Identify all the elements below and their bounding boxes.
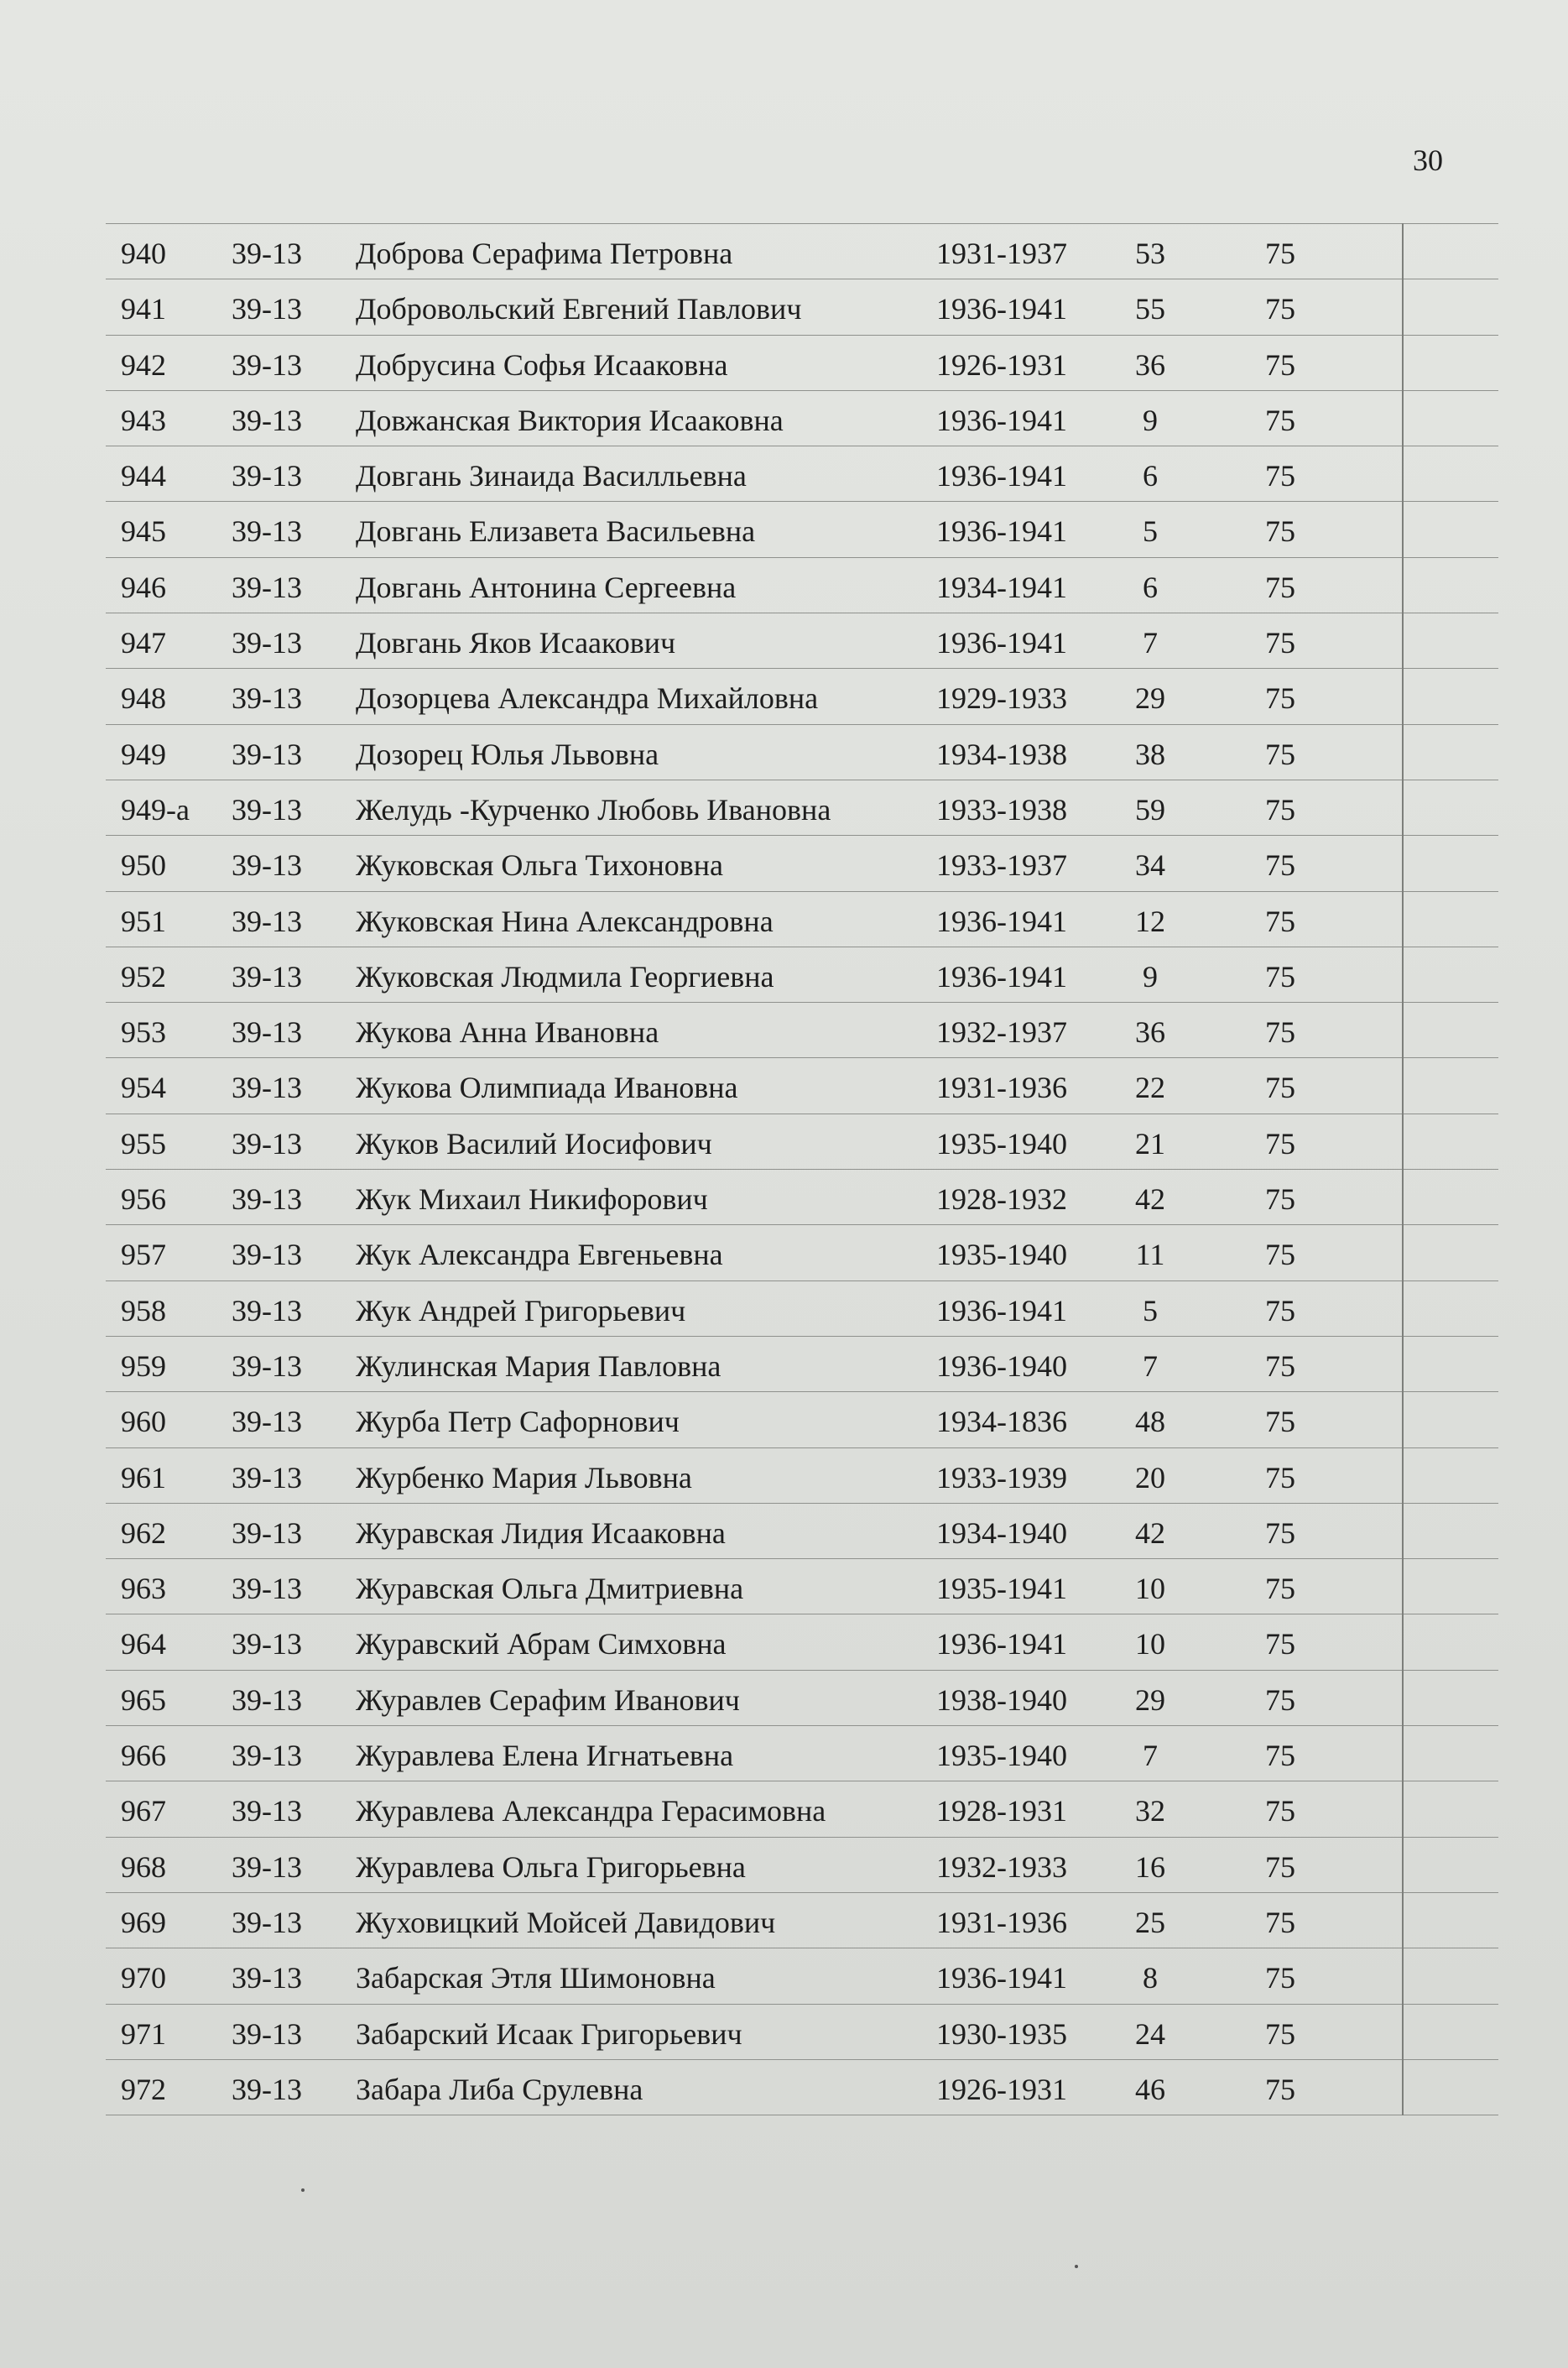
- table-right-border: [1402, 223, 1404, 2115]
- table-row: [106, 669, 1498, 724]
- record-number: 969: [121, 1905, 166, 1939]
- fund-code: 39-13: [232, 1071, 302, 1105]
- sheet-count: 7: [1143, 1739, 1158, 1773]
- sheet-count: 11: [1135, 1238, 1165, 1272]
- sheet-count: 48: [1135, 1405, 1165, 1439]
- fund-code: 39-13: [232, 1348, 302, 1383]
- years-range: 1926-1931: [936, 2072, 1067, 2106]
- storage-term: 75: [1265, 681, 1295, 716]
- table-row: [106, 1838, 1498, 1893]
- years-range: 1934-1938: [936, 737, 1067, 771]
- sheet-count: 7: [1143, 626, 1158, 660]
- storage-term: 75: [1265, 1015, 1295, 1050]
- table-row: [106, 223, 1498, 279]
- record-number: 949: [121, 737, 166, 771]
- record-number: 971: [121, 2016, 166, 2051]
- table-row: [106, 947, 1498, 1003]
- person-name: Жуковская Нина Александровна: [356, 904, 774, 938]
- storage-term: 75: [1265, 1515, 1295, 1550]
- years-range: 1936-1941: [936, 514, 1067, 549]
- storage-term: 75: [1265, 1238, 1295, 1272]
- person-name: Доброва Серафима Петровна: [356, 237, 733, 270]
- years-range: 1930-1935: [936, 2016, 1067, 2051]
- table-row: [106, 2005, 1498, 2060]
- fund-code: 39-13: [232, 1015, 302, 1050]
- table-row: [106, 1058, 1498, 1114]
- record-number: 944: [121, 459, 166, 493]
- years-range: 1931-1936: [936, 1071, 1067, 1105]
- sheet-count: 20: [1135, 1460, 1165, 1494]
- table-row: [106, 1948, 1498, 2004]
- fund-code: 39-13: [232, 1293, 302, 1327]
- sheet-count: 38: [1135, 737, 1165, 771]
- storage-term: 75: [1265, 1627, 1295, 1661]
- sheet-count: 24: [1135, 2016, 1165, 2051]
- person-name: Довгань Яков Исаакович: [356, 626, 676, 660]
- person-name: Журавская Ольга Дмитриевна: [356, 1572, 744, 1606]
- fund-code: 39-13: [232, 1682, 302, 1717]
- record-number: 943: [121, 403, 166, 437]
- table-row: [106, 1170, 1498, 1225]
- years-range: 1936-1941: [936, 1293, 1067, 1327]
- person-name: Жукова Анна Ивановна: [356, 1015, 659, 1050]
- person-name: Забарский Исаак Григорьевич: [356, 2016, 742, 2051]
- fund-code: 39-13: [232, 459, 302, 493]
- table-row: [106, 279, 1498, 335]
- years-range: 1931-1936: [936, 1905, 1067, 1939]
- years-range: 1929-1933: [936, 681, 1067, 716]
- storage-term: 75: [1265, 459, 1295, 493]
- years-range: 1936-1941: [936, 403, 1067, 437]
- years-range: 1935-1940: [936, 1238, 1067, 1272]
- fund-code: 39-13: [232, 570, 302, 604]
- storage-term: 75: [1265, 237, 1295, 270]
- storage-term: 75: [1265, 1126, 1295, 1161]
- record-number: 959: [121, 1348, 166, 1383]
- person-name: Дозорцева Александра Михайловна: [356, 681, 819, 716]
- page-number: 30: [1413, 143, 1443, 177]
- person-name: Жук Александра Евгеньевна: [356, 1238, 723, 1272]
- record-number: 957: [121, 1238, 166, 1272]
- storage-term: 75: [1265, 1905, 1295, 1939]
- sheet-count: 7: [1143, 1348, 1158, 1383]
- years-range: 1936-1940: [936, 1348, 1067, 1383]
- years-range: 1934-1940: [936, 1515, 1067, 1550]
- person-name: Довгань Антонина Сергеевна: [356, 570, 737, 604]
- sheet-count: 55: [1135, 292, 1165, 326]
- person-name: Желудь -Курченко Любовь Ивановна: [356, 792, 831, 827]
- person-name: Жуковская Людмила Георгиевна: [356, 959, 774, 994]
- table-row: [106, 892, 1498, 947]
- fund-code: 39-13: [232, 237, 302, 270]
- person-name: Довгань Елизавета Васильевна: [356, 514, 756, 549]
- record-number: 941: [121, 292, 166, 326]
- table-row: [106, 1504, 1498, 1559]
- sheet-count: 5: [1143, 1293, 1158, 1327]
- record-number: 970: [121, 1961, 166, 1995]
- years-range: 1935-1940: [936, 1739, 1067, 1773]
- years-range: 1934-1941: [936, 570, 1067, 604]
- table-row: [106, 558, 1498, 613]
- sheet-count: 42: [1135, 1515, 1165, 1550]
- sheet-count: 12: [1135, 904, 1165, 938]
- person-name: Журба Петр Сафорнович: [356, 1405, 680, 1439]
- record-number: 962: [121, 1515, 166, 1550]
- table-row: [106, 1559, 1498, 1614]
- person-name: Жукова Олимпиада Ивановна: [356, 1071, 738, 1105]
- years-range: 1933-1937: [936, 848, 1067, 883]
- storage-term: 75: [1265, 1182, 1295, 1217]
- record-number: 964: [121, 1627, 166, 1661]
- person-name: Жук Михаил Никифорович: [356, 1182, 708, 1217]
- sheet-count: 21: [1135, 1126, 1165, 1161]
- sheet-count: 36: [1135, 1015, 1165, 1050]
- person-name: Журавская Лидия Исааковна: [356, 1515, 726, 1550]
- person-name: Жуковская Ольга Тихоновна: [356, 848, 724, 883]
- years-range: 1928-1932: [936, 1182, 1067, 1217]
- fund-code: 39-13: [232, 1572, 302, 1606]
- record-number: 953: [121, 1015, 166, 1050]
- table-row: [106, 2060, 1498, 2115]
- fund-code: 39-13: [232, 514, 302, 549]
- person-name: Добровольский Евгений Павлович: [356, 292, 802, 326]
- table-row: [106, 836, 1498, 891]
- table-row: [106, 1337, 1498, 1392]
- sheet-count: 32: [1135, 1794, 1165, 1828]
- years-range: 1932-1937: [936, 1015, 1067, 1050]
- storage-term: 75: [1265, 2016, 1295, 2051]
- years-range: 1935-1941: [936, 1572, 1067, 1606]
- years-range: 1936-1941: [936, 626, 1067, 660]
- sheet-count: 9: [1143, 403, 1158, 437]
- fund-code: 39-13: [232, 1126, 302, 1161]
- person-name: Забарская Этля Шимоновна: [356, 1961, 716, 1995]
- fund-code: 39-13: [232, 1961, 302, 1995]
- sheet-count: 10: [1135, 1627, 1165, 1661]
- storage-term: 75: [1265, 403, 1295, 437]
- fund-code: 39-13: [232, 1515, 302, 1550]
- table-row: [106, 1281, 1498, 1337]
- person-name: Журавлева Ольга Григорьевна: [356, 1849, 746, 1884]
- person-name: Довгань Зинаида Василльевна: [356, 459, 747, 493]
- storage-term: 75: [1265, 1682, 1295, 1717]
- years-range: 1933-1938: [936, 792, 1067, 827]
- fund-code: 39-13: [232, 1460, 302, 1494]
- record-number: 961: [121, 1460, 166, 1494]
- fund-code: 39-13: [232, 959, 302, 994]
- table-row: [106, 1726, 1498, 1781]
- years-range: 1936-1941: [936, 1627, 1067, 1661]
- storage-term: 75: [1265, 570, 1295, 604]
- storage-term: 75: [1265, 626, 1295, 660]
- sheet-count: 36: [1135, 347, 1165, 382]
- person-name: Журбенко Мария Львовна: [356, 1460, 692, 1494]
- storage-term: 75: [1265, 1348, 1295, 1383]
- storage-term: 75: [1265, 1572, 1295, 1606]
- fund-code: 39-13: [232, 1405, 302, 1439]
- storage-term: 75: [1265, 347, 1295, 382]
- table-row: [106, 1781, 1498, 1837]
- years-range: 1936-1941: [936, 292, 1067, 326]
- record-number: 948: [121, 681, 166, 716]
- record-number: 960: [121, 1405, 166, 1439]
- record-number: 945: [121, 514, 166, 549]
- years-range: 1936-1941: [936, 959, 1067, 994]
- years-range: 1928-1931: [936, 1794, 1067, 1828]
- person-name: Журавлева Александра Герасимовна: [356, 1794, 826, 1828]
- years-range: 1935-1940: [936, 1126, 1067, 1161]
- fund-code: 39-13: [232, 1739, 302, 1773]
- record-number: 950: [121, 848, 166, 883]
- record-number: 966: [121, 1739, 166, 1773]
- table-row: [106, 613, 1498, 669]
- table-row: [106, 725, 1498, 780]
- storage-term: 75: [1265, 1405, 1295, 1439]
- storage-term: 75: [1265, 1794, 1295, 1828]
- storage-term: 75: [1265, 1849, 1295, 1884]
- fund-code: 39-13: [232, 1905, 302, 1939]
- person-name: Жуков Василий Иосифович: [356, 1126, 712, 1161]
- table-row: [106, 1893, 1498, 1948]
- fund-code: 39-13: [232, 403, 302, 437]
- person-name: Журавлева Елена Игнатьевна: [356, 1739, 734, 1773]
- sheet-count: 29: [1135, 681, 1165, 716]
- sheet-count: 25: [1135, 1905, 1165, 1939]
- fund-code: 39-13: [232, 792, 302, 827]
- table-row: [106, 336, 1498, 391]
- storage-term: 75: [1265, 1961, 1295, 1995]
- years-range: 1931-1937: [936, 237, 1067, 270]
- record-number: 968: [121, 1849, 166, 1884]
- record-number: 967: [121, 1794, 166, 1828]
- years-range: 1932-1933: [936, 1849, 1067, 1884]
- record-number: 955: [121, 1126, 166, 1161]
- table-row: [106, 1392, 1498, 1447]
- fund-code: 39-13: [232, 292, 302, 326]
- years-range: 1938-1940: [936, 1682, 1067, 1717]
- table-row: [106, 1114, 1498, 1170]
- sheet-count: 6: [1143, 459, 1158, 493]
- table-row: [106, 1671, 1498, 1726]
- record-number: 951: [121, 904, 166, 938]
- record-number: 954: [121, 1071, 166, 1105]
- sheet-count: 34: [1135, 848, 1165, 883]
- fund-code: 39-13: [232, 1849, 302, 1884]
- person-name: Жук Андрей Григорьевич: [356, 1293, 686, 1327]
- table-row: [106, 1003, 1498, 1058]
- record-number: 940: [121, 237, 166, 270]
- storage-term: 75: [1265, 2072, 1295, 2106]
- storage-term: 75: [1265, 1460, 1295, 1494]
- sheet-count: 42: [1135, 1182, 1165, 1217]
- record-number: 947: [121, 626, 166, 660]
- record-number: 965: [121, 1682, 166, 1717]
- fund-code: 39-13: [232, 1182, 302, 1217]
- table-row: [106, 1614, 1498, 1670]
- scan-speck: [301, 2188, 305, 2192]
- record-number: 972: [121, 2072, 166, 2106]
- fund-code: 39-13: [232, 1794, 302, 1828]
- storage-term: 75: [1265, 292, 1295, 326]
- sheet-count: 10: [1135, 1572, 1165, 1606]
- years-range: 1936-1941: [936, 1961, 1067, 1995]
- storage-term: 75: [1265, 737, 1295, 771]
- sheet-count: 16: [1135, 1849, 1165, 1884]
- record-number: 952: [121, 959, 166, 994]
- record-number: 949-а: [121, 792, 190, 827]
- sheet-count: 22: [1135, 1071, 1165, 1105]
- sheet-count: 5: [1143, 514, 1158, 549]
- fund-code: 39-13: [232, 1627, 302, 1661]
- table-row: [106, 1448, 1498, 1504]
- storage-term: 75: [1265, 904, 1295, 938]
- sheet-count: 46: [1135, 2072, 1165, 2106]
- fund-code: 39-13: [232, 2072, 302, 2106]
- fund-code: 39-13: [232, 626, 302, 660]
- sheet-count: 53: [1135, 237, 1165, 270]
- table-row: [106, 1225, 1498, 1280]
- record-number: 958: [121, 1293, 166, 1327]
- sheet-count: 59: [1135, 792, 1165, 827]
- person-name: Жулинская Мария Павловна: [356, 1348, 721, 1383]
- person-name: Дозорец Юлья Львовна: [356, 737, 659, 771]
- record-number: 946: [121, 570, 166, 604]
- sheet-count: 8: [1143, 1961, 1158, 1995]
- years-range: 1926-1931: [936, 347, 1067, 382]
- sheet-count: 6: [1143, 570, 1158, 604]
- table-row: [106, 502, 1498, 557]
- sheet-count: 9: [1143, 959, 1158, 994]
- record-number: 963: [121, 1572, 166, 1606]
- storage-term: 75: [1265, 1739, 1295, 1773]
- person-name: Жуховицкий Мойсей Давидович: [356, 1905, 776, 1939]
- table-row: [106, 780, 1498, 836]
- fund-code: 39-13: [232, 848, 302, 883]
- sheet-count: 29: [1135, 1682, 1165, 1717]
- fund-code: 39-13: [232, 681, 302, 716]
- years-range: 1936-1941: [936, 904, 1067, 938]
- scan-speck: [1075, 2265, 1078, 2268]
- person-name: Забара Либа Срулевна: [356, 2072, 643, 2106]
- fund-code: 39-13: [232, 737, 302, 771]
- person-name: Журавлев Серафим Иванович: [356, 1682, 740, 1717]
- fund-code: 39-13: [232, 1238, 302, 1272]
- years-range: 1934-1836: [936, 1405, 1067, 1439]
- years-range: 1936-1941: [936, 459, 1067, 493]
- records-table: [106, 223, 1498, 2115]
- years-range: 1933-1939: [936, 1460, 1067, 1494]
- storage-term: 75: [1265, 1293, 1295, 1327]
- fund-code: 39-13: [232, 904, 302, 938]
- table-row: [106, 391, 1498, 446]
- record-number: 942: [121, 347, 166, 382]
- person-name: Добрусина Софья Исааковна: [356, 347, 728, 382]
- fund-code: 39-13: [232, 2016, 302, 2051]
- person-name: Довжанская Виктория Исааковна: [356, 403, 784, 437]
- storage-term: 75: [1265, 1071, 1295, 1105]
- storage-term: 75: [1265, 959, 1295, 994]
- storage-term: 75: [1265, 848, 1295, 883]
- storage-term: 75: [1265, 514, 1295, 549]
- table-row: [106, 446, 1498, 502]
- person-name: Журавский Абрам Симховна: [356, 1627, 727, 1661]
- fund-code: 39-13: [232, 347, 302, 382]
- record-number: 956: [121, 1182, 166, 1217]
- storage-term: 75: [1265, 792, 1295, 827]
